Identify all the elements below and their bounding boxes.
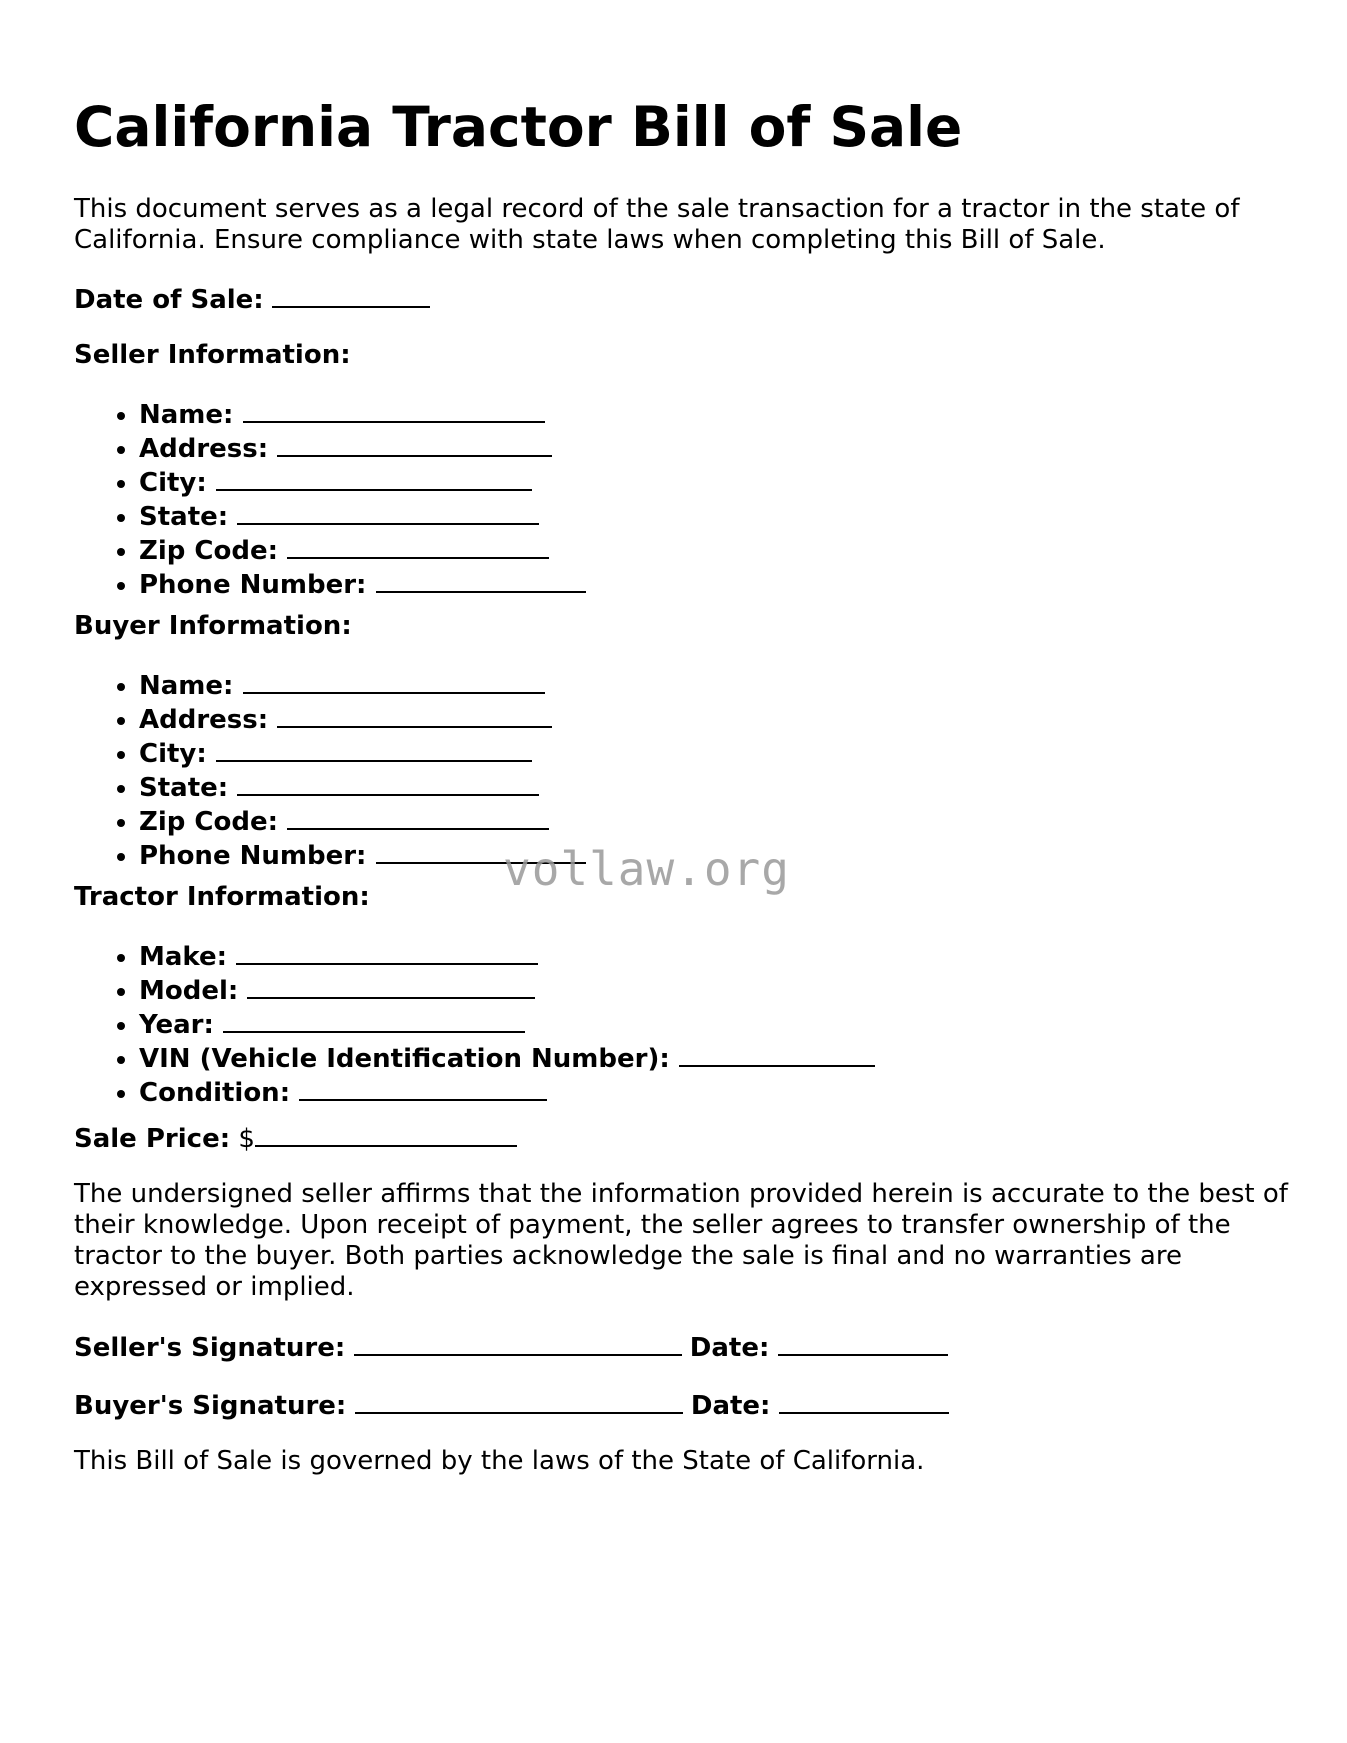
seller-info-heading: Seller Information: [74, 340, 351, 370]
seller-fields-list [74, 397, 586, 601]
intro-paragraph: This document serves as a legal record of the sale transaction for a tractor in the state of California. Ensure compliance with state laws when completing this Bill of Sale. [74, 194, 1240, 255]
list-item [139, 702, 586, 736]
seller-signature-line [74, 1330, 948, 1364]
seller-signature-field[interactable] [354, 1330, 682, 1356]
tractor-vin-label: VIN (Vehicle Identification Number): [139, 1044, 670, 1074]
tractor-condition-label: Condition: [139, 1078, 291, 1108]
seller-name-label: Name: [139, 400, 234, 430]
list-item [139, 668, 586, 702]
buyer-zip-field[interactable] [287, 804, 549, 830]
buyer-signature-label: Buyer's Signature: [74, 1391, 347, 1421]
tractor-fields-list [74, 939, 875, 1109]
list-item [139, 804, 586, 838]
buyer-signature-field[interactable] [355, 1388, 683, 1414]
seller-zip-label: Zip Code: [139, 536, 279, 566]
seller-address-label: Address: [139, 434, 269, 464]
buyer-address-label: Address: [139, 705, 269, 735]
currency-symbol: $ [238, 1124, 255, 1154]
buyer-name-field[interactable] [243, 668, 545, 694]
list-item [139, 431, 586, 465]
tractor-year-label: Year: [139, 1010, 214, 1040]
tractor-make-label: Make: [139, 942, 228, 972]
seller-address-field[interactable] [277, 431, 552, 457]
buyer-city-field[interactable] [216, 736, 532, 762]
buyer-signature-line [74, 1388, 949, 1422]
seller-phone-field[interactable] [376, 567, 586, 593]
seller-name-field[interactable] [243, 397, 545, 423]
buyer-date-field[interactable] [779, 1388, 949, 1414]
page-title: California Tractor Bill of Sale [74, 95, 963, 159]
list-item [139, 465, 586, 499]
seller-date-label: Date: [689, 1333, 770, 1363]
date-of-sale-field[interactable] [272, 282, 430, 308]
tractor-model-label: Model: [139, 976, 239, 1006]
list-item [139, 533, 586, 567]
buyer-state-label: State: [139, 773, 229, 803]
tractor-year-field[interactable] [223, 1007, 525, 1033]
tractor-model-field[interactable] [247, 973, 535, 999]
list-item [139, 499, 586, 533]
tractor-make-field[interactable] [236, 939, 538, 965]
list-item [139, 736, 586, 770]
buyer-zip-label: Zip Code: [139, 807, 279, 837]
list-item [139, 1007, 875, 1041]
list-item [139, 939, 875, 973]
date-of-sale-line [74, 282, 430, 316]
buyer-state-field[interactable] [237, 770, 539, 796]
sale-price-label: Sale Price: [74, 1124, 231, 1154]
list-item [139, 397, 586, 431]
buyer-address-field[interactable] [277, 702, 552, 728]
seller-state-label: State: [139, 502, 229, 532]
tractor-info-heading: Tractor Information: [74, 882, 370, 912]
governing-law-text: This Bill of Sale is governed by the laws of the State of California. [74, 1446, 925, 1476]
list-item [139, 567, 586, 601]
date-of-sale-label: Date of Sale: [74, 285, 264, 315]
seller-state-field[interactable] [237, 499, 539, 525]
list-item [139, 1075, 875, 1109]
buyer-name-label: Name: [139, 671, 234, 701]
sale-price-line [74, 1121, 517, 1155]
sale-price-field[interactable] [255, 1121, 517, 1147]
buyer-phone-label: Phone Number: [139, 841, 367, 871]
tractor-vin-field[interactable] [679, 1041, 875, 1067]
seller-phone-label: Phone Number: [139, 570, 367, 600]
buyer-info-heading: Buyer Information: [74, 611, 352, 641]
seller-city-field[interactable] [216, 465, 532, 491]
seller-date-field[interactable] [778, 1330, 948, 1356]
seller-zip-field[interactable] [287, 533, 549, 559]
seller-city-label: City: [139, 468, 207, 498]
buyer-city-label: City: [139, 739, 207, 769]
list-item [139, 973, 875, 1007]
tractor-condition-field[interactable] [299, 1075, 547, 1101]
watermark: vollaw.org [503, 842, 790, 896]
affirmation-paragraph: The undersigned seller affirms that the information provided herein is accurate to the best of their knowledge. Upon receipt of payment, the seller agrees to transfer ownership of the tractor to the buyer. Both parties acknowledge the sale is final and no warranties are expressed or implied. [74, 1179, 1288, 1302]
seller-signature-label: Seller's Signature: [74, 1333, 346, 1363]
buyer-date-label: Date: [690, 1391, 771, 1421]
list-item [139, 1041, 875, 1075]
list-item [139, 770, 586, 804]
